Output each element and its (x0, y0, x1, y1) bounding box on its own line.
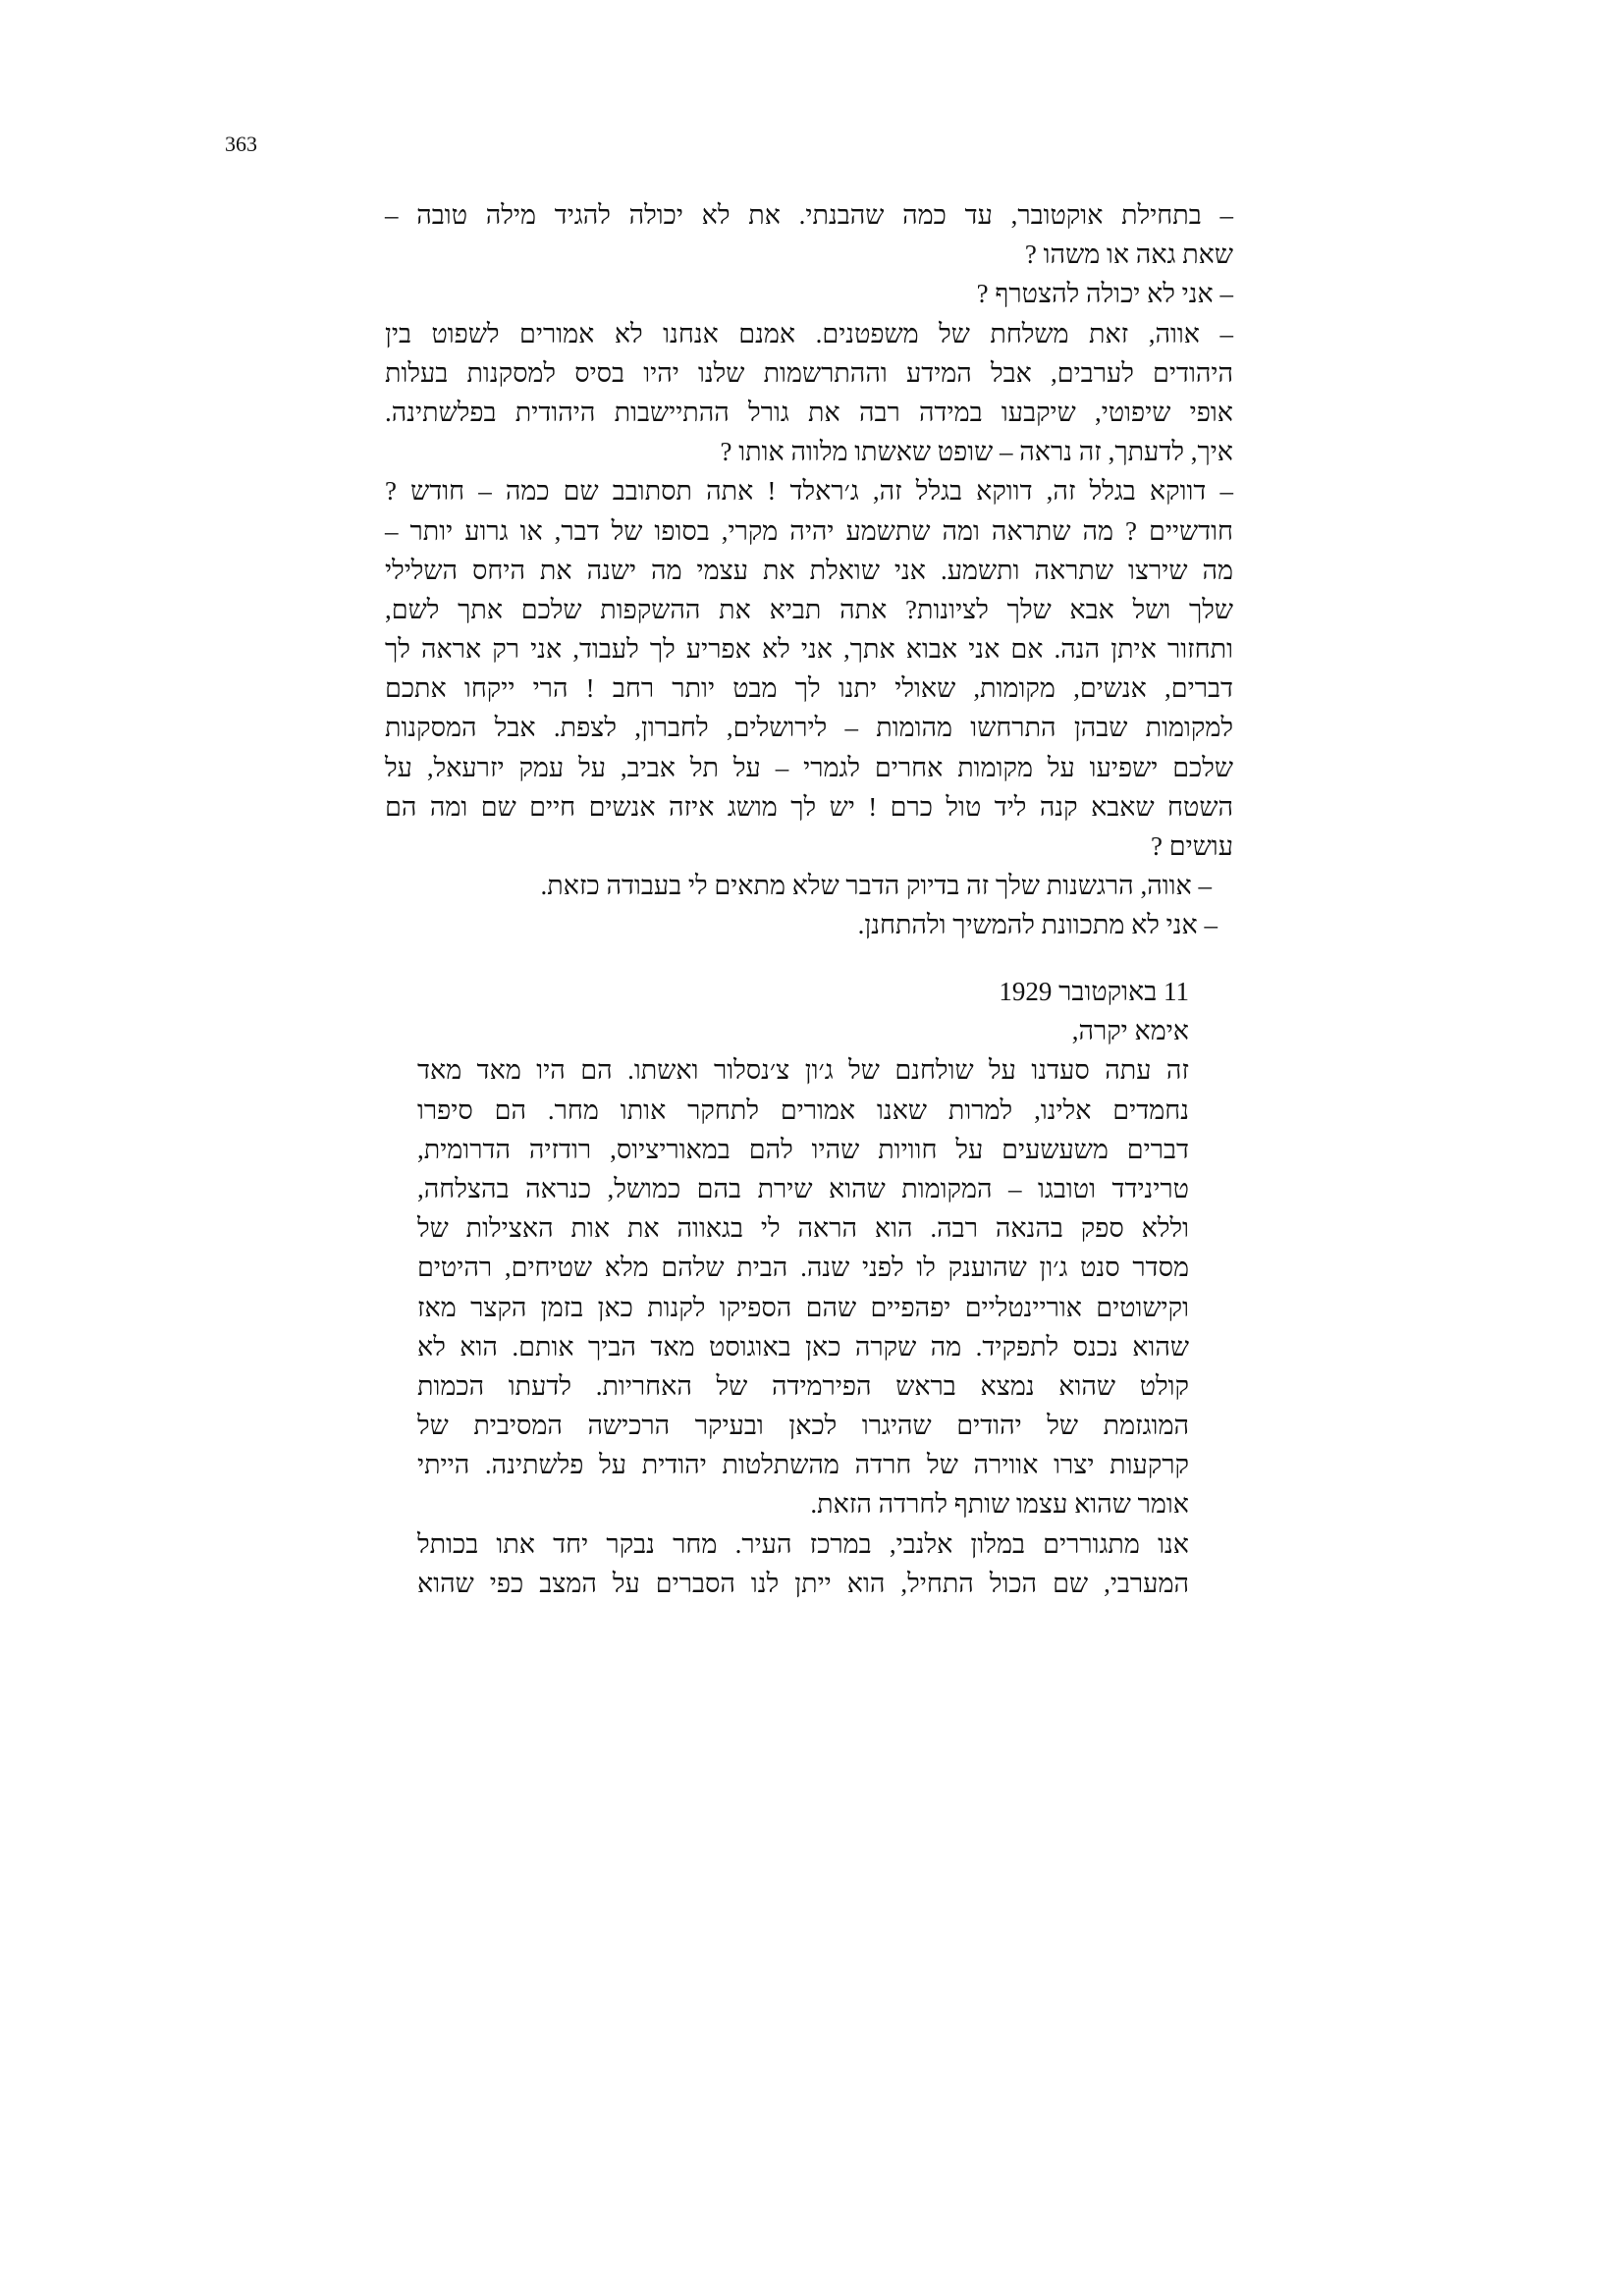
text-line: אופי שיפוטי, שיקבעו במידה רבה את גורל ההתיישבות היהודית בפלשתינה. (385, 397, 1233, 427)
text-line: מסדר סנט ג׳ון שהוענק לו לפני שנה. הבית שלהם מלא שטיחים, רהיטים (417, 1253, 1189, 1283)
text-line: – דווקא בגלל זה, דווקא בגלל זה, ג׳ראלד ! אתה תסתובב שם כמה – חודש ? (385, 476, 1233, 507)
text-line: – בתחילת אוקטובר, עד כמה שהבנתי. את לא יכולה להגיד מילה טובה – (385, 200, 1233, 230)
text-line: אנו מתגוררים במלון אלנבי, במרכז העיר. מחר נבקר יחד אתו בכותל (417, 1528, 1189, 1559)
page-number: 363 (225, 132, 257, 156)
text-line: וללא ספק בהנאה רבה. הוא הראה לי בגאווה את אות האצילות של (417, 1213, 1189, 1244)
text-line: קרקעות יצרו אווירה של חרדה מהשתלטות יהודית על פלשתינה. הייתי (417, 1450, 1189, 1480)
text-line: שלכם ישפיעו על מקומות אחרים לגמרי – על תל אביב, על עמק יזרעאל, על (385, 752, 1233, 782)
text-line: שלך ושל אבא שלך לציונות? אתה תביא את ההשקפות שלכם אתך לשם, (385, 594, 1233, 624)
letter-section (417, 972, 1189, 1603)
text-line: וקישוטים אוריינטליים יפהפיים שהם הספיקו לקנות כאן בזמן הקצר מאז (417, 1292, 1189, 1322)
text-line: המוגזמת של יהודים שהיגרו לכאן ובעיקר הרכישה המסיבית של (417, 1411, 1189, 1441)
letter-salutation: אימא יקרה, (1071, 1016, 1189, 1046)
text-line: קולט שהוא נמצא בראש הפירמידה של האחריות. לדעתו הכמות (417, 1370, 1189, 1401)
text-line: המערבי, שם הכול התחיל, הוא ייתן לנו הסברים על המצב כפי שהוא (417, 1568, 1189, 1598)
text-line: – אני לא מתכוונת להמשיך ולהתחנן. (857, 910, 1218, 940)
text-line: – אווה, זאת משלחת של משפטנים. אמנם אנחנו לא אמורים לשפוט בין (385, 318, 1233, 348)
text-line: איך, לדעתך, זה נראה – שופט שאשתו מלווה אותו ? (720, 437, 1233, 467)
text-line: דברים משעשעים על חוויות שהיו להם במאוריציוס, רודזיה הדרומית, (417, 1134, 1189, 1164)
text-line: מה שירצו שתראה ותשמע. אני שואלת את עצמי מה ישנה את היחס השלילי (385, 555, 1233, 585)
text-line: השטח שאבא קנה ליד טול כרם ! יש לך מושג איזה אנשים חיים שם ומה הם (385, 791, 1233, 822)
text-line: דברים, אנשים, מקומות, שאולי יתנו לך מבט יותר רחב ! הרי ייקחו אתכם (385, 673, 1233, 704)
text-line: ותחזור איתן הנה. אם אני אבוא אתך, אני לא אפריע לך לעבוד, אני רק אראה לך (385, 634, 1233, 665)
text-line: למקומות שבהן התרחשו מהומות – לירושלים, לחברון, לצפת. אבל המסקנות (385, 713, 1233, 743)
text-line: זה עתה סעדנו על שולחנם של ג׳ון צ׳נסלור ואשתו. הם היו מאד מאד (417, 1055, 1189, 1086)
text-line: שאת גאה או משהו ? (1024, 240, 1233, 270)
text-line: – אווה, הרגשנות שלך זה בדיוק הדבר שלא מתאים לי בעבודה כזאת. (540, 871, 1212, 901)
text-line: עושים ? (1151, 831, 1233, 861)
text-line: נחמדים אלינו, למרות שאנו אמורים לתחקר אותו מחר. הם סיפרו (417, 1095, 1189, 1125)
letter-date: 11 באוקטובר 1929 (999, 977, 1189, 1006)
text-line: שהוא נכנס לתפקיד. מה שקרה כאן באוגוסט מאד הביך אותם. הוא לא (417, 1331, 1189, 1362)
text-line: היהודים לערבים, אבל המידע וההתרשמות שלנו יהיו בסיס למסקנות בעלות (385, 357, 1233, 388)
text-line: חודשיים ? מה שתראה ומה שתשמע יהיה מקרי, בסופו של דבר, או גרוע יותר – (385, 515, 1233, 546)
text-line: אומר שהוא עצמו שותף לחרדה הזאת. (810, 1489, 1189, 1520)
text-line: – אני לא יכולה להצטרף ? (976, 279, 1233, 309)
text-line: טרינידד וטובגו – המקומות שהוא שירת בהם כמושל, כנראה בהצלחה, (417, 1173, 1189, 1203)
dialogue-section (385, 195, 1233, 945)
